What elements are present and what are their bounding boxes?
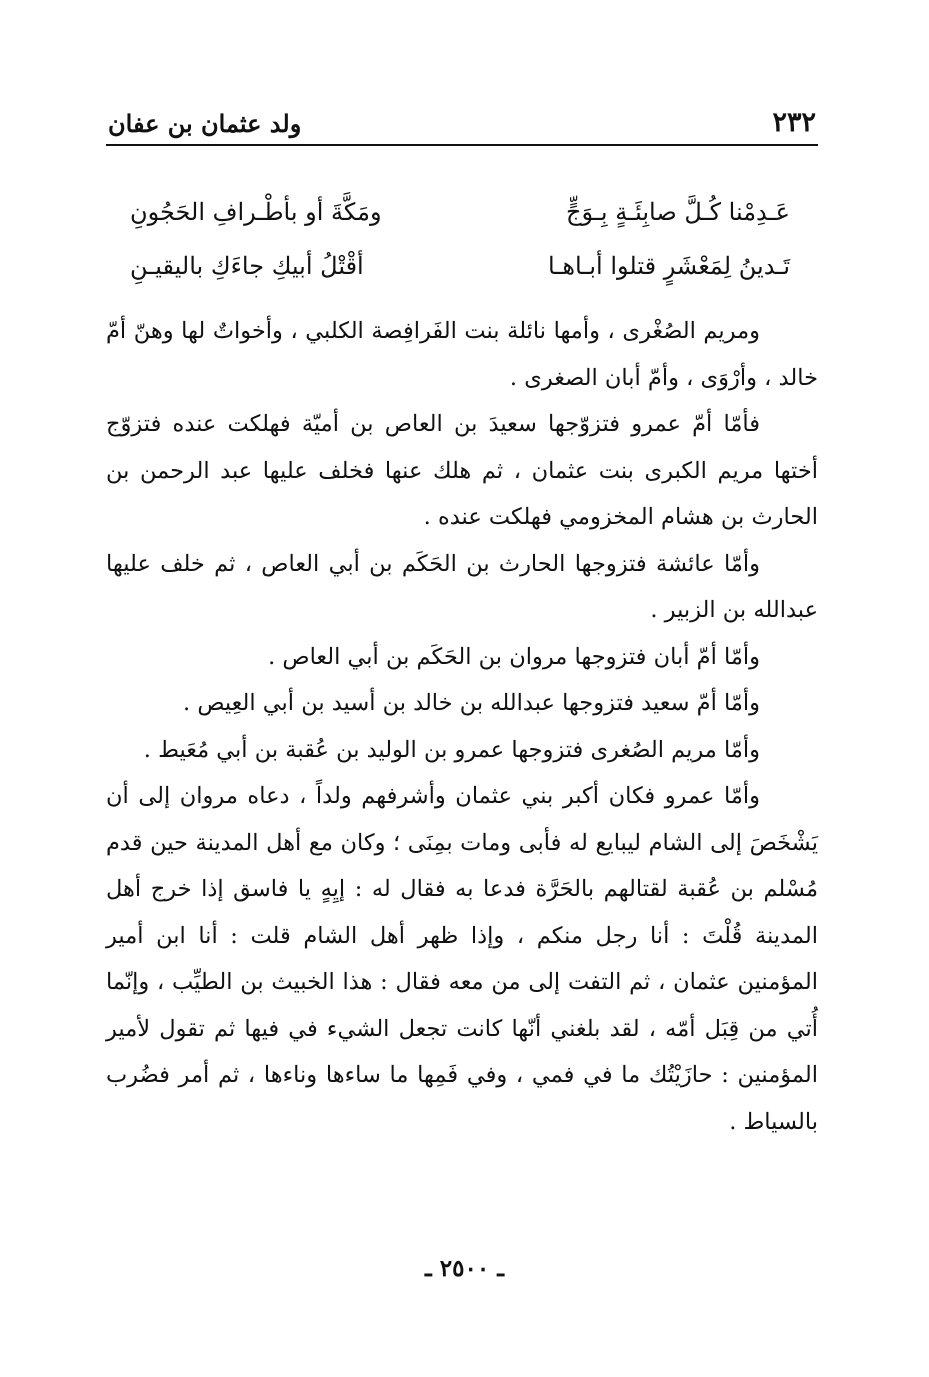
chapter-title: ولد عثمان بن عفان	[108, 109, 302, 138]
poem-verse	[130, 250, 790, 282]
page-code: ـ ٢٥٠٠ ـ	[425, 1255, 504, 1282]
paragraph: وأمّا أمّ أبان فتزوجها مروان بن الحَكَم بن أبي العاص .	[268, 643, 760, 670]
page-number: ٢٣٢	[772, 107, 816, 138]
running-header	[108, 92, 816, 138]
paragraph: ومريم الصُغْرى ، وأمها نائلة بنت الفَرافِصة الكلبي ، وأخواتٌ لها وهنّ أمّ خالد ، وأرْوَى ، وأمّ أبان الصغرى .	[106, 318, 818, 391]
paragraph: وأمّا عائشة فتزوجها الحارث بن الحَكَم بن أبي العاص ، ثم خلف عليها عبدالله بن الزبير .	[106, 550, 818, 623]
paragraph: وأمّا مريم الصُغرى فتزوجها عمرو بن الوليد بن عُقبة بن أبي مُعَيط .	[143, 736, 760, 763]
paragraph: وأمّا عمرو فكان أكبر بني عثمان وأشرفهم ولداً ، دعاه مروان إلى أن يَشْخَصَ إلى الشام ليبايع له فأبى ومات بمِنَى ؛ وكان مع أهل المدينة حين قدم مُسْلم بن عُقبة لقتالهم بالحَرَّة فدعا به فقال له : إيِهٍ يا فاسق إذا خرج أهل المدينة قُلْتَ : أنا رجل منكم ، وإذا ظهر أهل الشام قلت : أنا ابن أمير المؤمنين عثمان ، ثم التفت إلى من معه فقال : هذا الخبيث بن الطيِّب ، وإنّما أُتي من قِبَل أمّه ، لقد بلغني أنّها كانت تجعل الشيء في فيها ثم تقول لأمير المؤمنين : حازَيْتُك ما في فمي ، وفي فَمِها ما ساءها وناءها ، ثم أمر فضُرب بالسياط .	[106, 783, 818, 1135]
poem-verse	[130, 196, 790, 228]
header-divider	[106, 144, 818, 146]
verse-first-hemistich: تَـدينُ لِمَعْشَرٍ قتلوا أبـاهـا	[548, 252, 790, 280]
paragraph: وأمّا أمّ سعيد فتزوجها عبدالله بن خالد بن أسيد بن أبي العِيص .	[183, 690, 760, 716]
verse-first-hemistich: عَـدِمْنا كُـلَّ صابِئَـةٍ بِـوَجٍّ	[566, 198, 790, 226]
verse-second-hemistich: أقْتْلُ أبيكِ جاءَكِ باليقيـنِ	[130, 252, 364, 280]
paragraph: فأمّا أمّ عمرو فتزوّجها سعيدَ بن العاص بن أميّة فهلكت عنده فتزوّج أختها مريم الكبرى بنت عثمان ، ثم هلك عنها فخلف عليها عبد الرحمن بن الحارث بن هشام المخزومي فهلكت عنده .	[106, 411, 818, 530]
verse-second-hemistich: ومَكَّةَ أو بأطْـرافِ الحَجُونِ	[130, 198, 382, 226]
body-text	[106, 308, 818, 1145]
